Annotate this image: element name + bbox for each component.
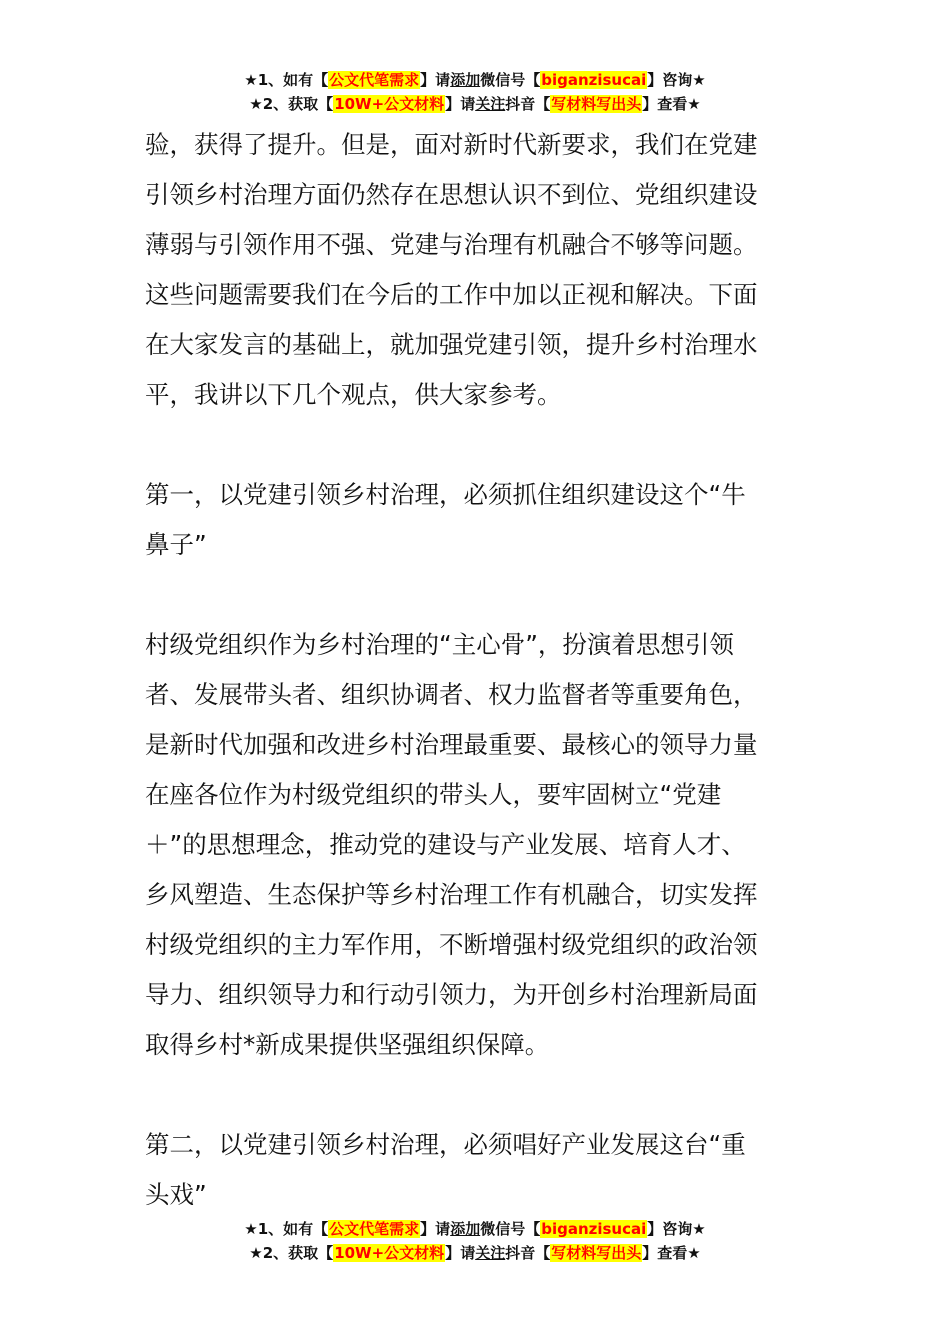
- banner-text: 】咨询★: [647, 71, 706, 89]
- document-body: [145, 120, 810, 1220]
- banner-emphasis: 添加: [450, 1220, 481, 1238]
- paragraph-intro: [145, 120, 810, 420]
- highlight-wechat-id: biganzisucai: [541, 1220, 647, 1238]
- banner-line-2: [0, 1241, 950, 1265]
- text-line: 验，获得了提升。但是，面对新时代新要求，我们在党建: [145, 130, 758, 159]
- highlight-douyin: 写材料写出头: [551, 1244, 642, 1262]
- text-line: 村级党组织的主力军作用，不断增强村级党组织的政治领: [145, 930, 758, 959]
- paragraph-gap: [145, 1070, 810, 1120]
- banner-line-1: [0, 1217, 950, 1241]
- heading-line: 第二，以党建引领乡村治理，必须唱好产业发展这台“重: [145, 1130, 746, 1159]
- banner-text: ★1、如有【: [244, 1220, 329, 1238]
- banner-text: 】请: [420, 71, 451, 89]
- text-line: 平，我讲以下几个观点，供大家参考。: [145, 380, 562, 409]
- banner-text: 】请: [420, 1220, 451, 1238]
- highlight-materials: 10W+公文材料: [334, 95, 445, 113]
- banner-text: 】查看★: [642, 95, 701, 113]
- banner-emphasis: 关注: [475, 1244, 506, 1262]
- heading-line: 鼻子”: [145, 530, 207, 559]
- banner-line-1: [0, 68, 950, 92]
- banner-text: 抖音【: [505, 1244, 551, 1262]
- heading-line: 第一，以党建引领乡村治理，必须抓住组织建设这个“牛: [145, 480, 746, 509]
- header-banner: [0, 68, 950, 116]
- banner-text: 】查看★: [642, 1244, 701, 1262]
- paragraph-organization: [145, 620, 810, 1070]
- text-line: ＋”的思想理念，推动党的建设与产业发展、培育人才、: [145, 830, 746, 859]
- banner-text: 微信号【: [480, 71, 541, 89]
- highlight-service: 公文代笔需求: [329, 1220, 420, 1238]
- banner-text: 微信号【: [480, 1220, 541, 1238]
- banner-text: 抖音【: [505, 95, 551, 113]
- banner-text: ★2、获取【: [249, 95, 334, 113]
- banner-line-2: [0, 92, 950, 116]
- text-line: 在座各位作为村级党组织的带头人，要牢固树立“党建: [145, 780, 722, 809]
- banner-text: 】咨询★: [647, 1220, 706, 1238]
- banner-text: ★1、如有【: [244, 71, 329, 89]
- paragraph-gap: [145, 570, 810, 620]
- text-line: 是新时代加强和改进乡村治理最重要、最核心的领导力量: [145, 730, 758, 759]
- highlight-wechat-id: biganzisucai: [541, 71, 647, 89]
- heading-first: [145, 470, 810, 570]
- text-line: 在大家发言的基础上，就加强党建引领，提升乡村治理水: [145, 330, 758, 359]
- banner-emphasis: 添加: [450, 71, 481, 89]
- highlight-materials: 10W+公文材料: [334, 1244, 445, 1262]
- text-line: 这些问题需要我们在今后的工作中加以正视和解决。下面: [145, 280, 758, 309]
- footer-banner: [0, 1217, 950, 1265]
- banner-emphasis: 关注: [475, 95, 506, 113]
- banner-text: ★2、获取【: [249, 1244, 334, 1262]
- text-line: 导力、组织领导力和行动引领力，为开创乡村治理新局面: [145, 980, 758, 1009]
- banner-text: 】请: [445, 1244, 476, 1262]
- text-line: 乡风塑造、生态保护等乡村治理工作有机融合，切实发挥: [145, 880, 758, 909]
- heading-second: [145, 1120, 810, 1220]
- text-line: 取得乡村*新成果提供坚强组织保障。: [145, 1030, 550, 1059]
- text-line: 引领乡村治理方面仍然存在思想认识不到位、党组织建设: [145, 180, 758, 209]
- heading-line: 头戏”: [145, 1180, 207, 1209]
- paragraph-gap: [145, 420, 810, 470]
- highlight-douyin: 写材料写出头: [551, 95, 642, 113]
- banner-text: 】请: [445, 95, 476, 113]
- text-line: 薄弱与引领作用不强、党建与治理有机融合不够等问题。: [145, 230, 758, 259]
- highlight-service: 公文代笔需求: [329, 71, 420, 89]
- text-line: 村级党组织作为乡村治理的“主心骨”，扮演着思想引领: [145, 630, 734, 659]
- text-line: 者、发展带头者、组织协调者、权力监督者等重要角色，: [145, 680, 758, 709]
